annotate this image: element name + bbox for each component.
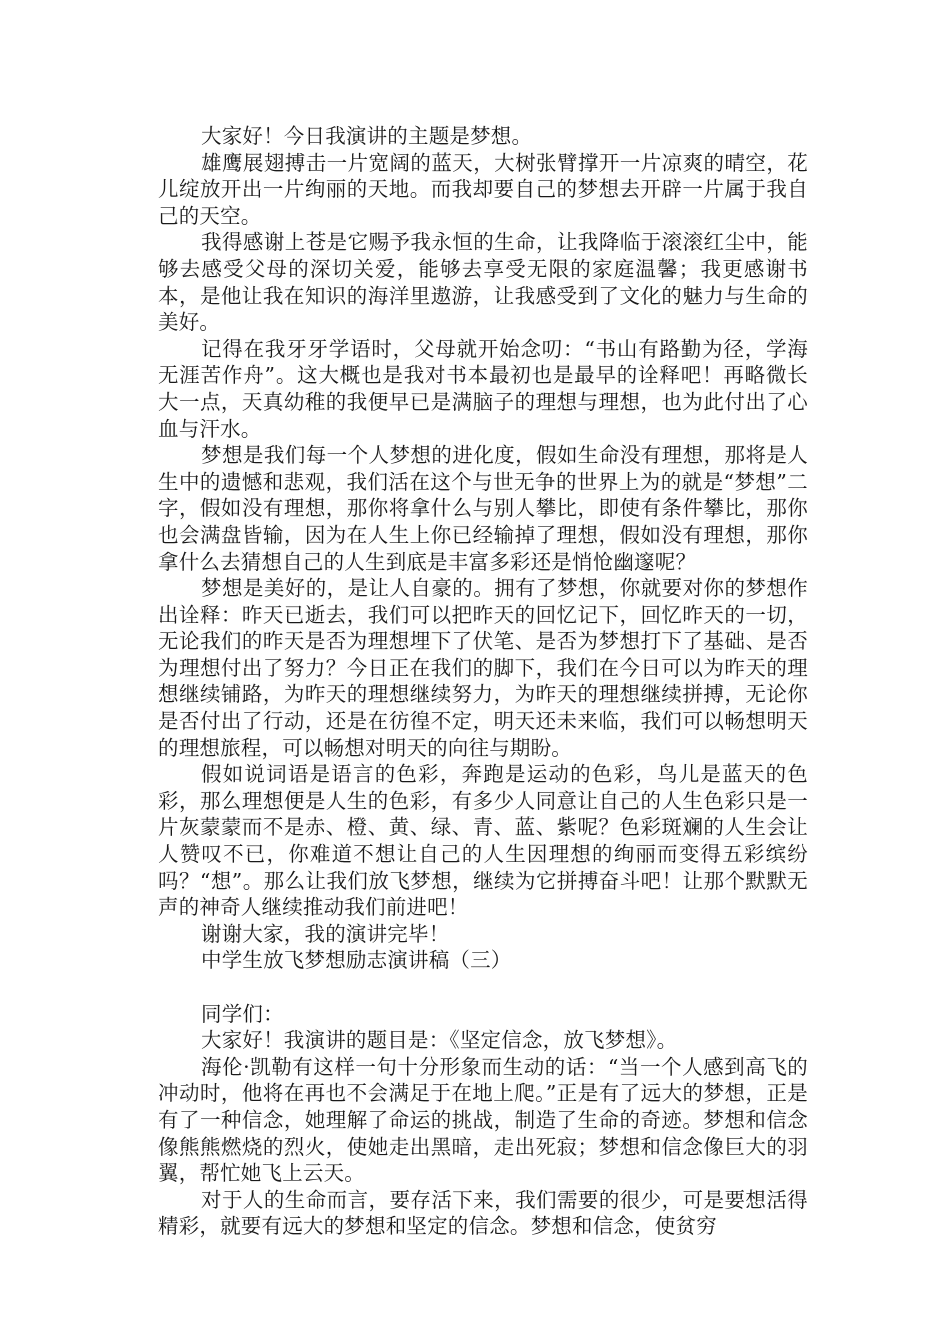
paragraph-helen-keller: 海伦·凯勒有这样一句十分形象而生动的话：“当一个人感到高飞的冲动时，他将在再也不会满足于在地上爬。”正是有了远大的梦想，正是有了一种信念，她理解了命运的挑战，制造了生命的奇迹。梦想和信念像熊熊燃烧的烈火，使她走出黑暗，走出死寂；梦想和信念像巨大的羽翼，帮忙她飞上云天。 [158, 1054, 808, 1186]
paragraph-color: 假如说词语是语言的色彩，奔跑是运动的色彩，鸟儿是蓝天的色彩，那么理想便是人生的色彩，有多少人同意让自己的人生色彩只是一片灰蒙蒙而不是赤、橙、黄、绿、青、蓝、紫呢？色彩斑斓的人生会让人赞叹不已，你难道不想让自己的人生因理想的绚丽而变得五彩缤纷吗？“想”。那么让我们放飞梦想，继续为它拼搏奋斗吧！让那个默默无声的神奇人继续推动我们前进吧！ [158, 762, 808, 920]
paragraph-gratitude: 我得感谢上苍是它赐予我永恒的生命，让我降临于滚滚红尘中，能够去感受父母的深切关爱，能够去享受无限的家庭温馨；我更感谢书本，是他让我在知识的海洋里遨游，让我感受到了文化的魅力与生命的美好。 [158, 230, 808, 335]
body-text [158, 123, 808, 1240]
section-title: 中学生放飞梦想励志演讲稿（三） [201, 948, 512, 973]
blank-line [158, 974, 808, 1001]
paragraph-childhood: 记得在我牙牙学语时，父母就开始念叨：“书山有路勤为径，学海无涯苦作舟”。这大概也是我对书本最初也是最早的诠释吧！再略微长大一点，天真幼稚的我便早已是满脑子的理想与理想，也为此付出了心血与汗水。 [158, 336, 808, 441]
paragraph-dream-meaning: 梦想是我们每一个人梦想的进化度，假如生命没有理想，那将是人生中的遗憾和悲观，我们活在这个与世无争的世界上为的就是“梦想”二字，假如没有理想，那你将拿什么与别人攀比，即使有条件攀比，那你也会满盘皆输，因为在人生上你已经输掉了理想，假如没有理想，那你拿什么去猜想自己的人生到底是丰富多彩还是悄怆幽邃呢？ [158, 443, 808, 574]
paragraph-greeting: 大家好！今日我演讲的主题是梦想。 [201, 124, 533, 148]
paragraph-salutation: 同学们： [201, 1001, 284, 1026]
paragraph-dream-beautiful: 梦想是美好的，是让人自豪的。拥有了梦想，你就要对你的梦想作出诠释：昨天已逝去，我们可以把昨天的回忆记下，回忆昨天的一切，无论我们的昨天是否为理想埋下了伏笔、是否为梦想打下了基础、是否为理想付出了努力？今日正在我们的脚下，我们在今日可以为昨天的理想继续铺路，为昨天的理想继续努力，为昨天的理想继续拼搏，无论你是否付出了行动，还是在彷徨不定，明天还未来临，我们可以畅想明天的理想旅程，可以畅想对明天的向往与期盼。 [158, 576, 808, 760]
paragraph-topic: 大家好！我演讲的题目是：《坚定信念，放飞梦想》。 [201, 1028, 678, 1053]
paragraph-life: 对于人的生命而言，要存活下来，我们需要的很少，可是要想活得精彩，就要有远大的梦想和坚定的信念。梦想和信念，使贫穷 [158, 1187, 808, 1239]
paragraph-thanks: 谢谢大家，我的演讲完毕！ [201, 921, 450, 946]
paragraph-eagle: 雄鹰展翅搏击一片宽阔的蓝天，大树张臂撑开一片凉爽的晴空，花儿绽放开出一片绚丽的天地。而我却要自己的梦想去开辟一片属于我自己的天空。 [158, 150, 808, 228]
